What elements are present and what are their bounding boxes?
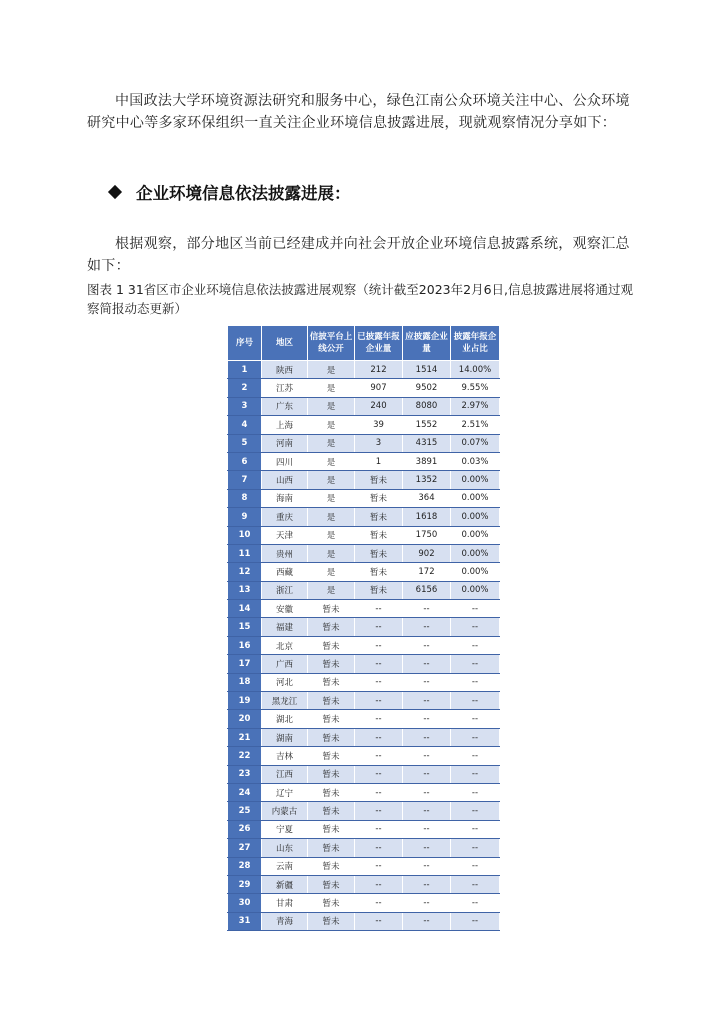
- table-row: [228, 673, 500, 691]
- row-disclosure-ratio: --: [451, 728, 500, 746]
- row-required-count: 3891: [403, 452, 451, 470]
- row-region: 陕西: [262, 361, 308, 379]
- table-row: [228, 526, 500, 544]
- row-disclosure-ratio: 14.00%: [451, 361, 500, 379]
- row-index: 6: [228, 452, 262, 470]
- row-platform-online: 暂未: [308, 912, 355, 930]
- row-disclosed-count: --: [355, 820, 403, 838]
- table-row: [228, 581, 500, 599]
- table-row: [228, 452, 500, 470]
- table-caption: 图表 1 31省区市企业环境信息依法披露进展观察（统计截至2023年2月6日,信息披露进展将通过观察简报动态更新）: [87, 282, 633, 316]
- row-index: 21: [228, 728, 262, 746]
- row-index: 9: [228, 508, 262, 526]
- row-index: 30: [228, 894, 262, 912]
- table-row: [228, 544, 500, 562]
- row-disclosed-count: --: [355, 692, 403, 710]
- row-required-count: --: [403, 912, 451, 930]
- row-disclosure-ratio: 2.51%: [451, 416, 500, 434]
- table-row: [228, 692, 500, 710]
- row-disclosed-count: --: [355, 710, 403, 728]
- row-disclosed-count: 3: [355, 434, 403, 452]
- row-platform-online: 是: [308, 508, 355, 526]
- row-disclosure-ratio: 0.00%: [451, 471, 500, 489]
- row-index: 28: [228, 857, 262, 875]
- row-disclosure-ratio: 0.00%: [451, 581, 500, 599]
- row-index: 16: [228, 636, 262, 654]
- table-row: [228, 636, 500, 654]
- row-disclosure-ratio: --: [451, 894, 500, 912]
- row-disclosure-ratio: --: [451, 636, 500, 654]
- row-index: 23: [228, 765, 262, 783]
- diamond-bullet-icon: [108, 185, 122, 199]
- row-index: 2: [228, 379, 262, 397]
- section-heading-text: 企业环境信息依法披露进展：: [136, 184, 351, 203]
- row-disclosure-ratio: --: [451, 802, 500, 820]
- row-disclosed-count: --: [355, 783, 403, 801]
- row-region: 青海: [262, 912, 308, 930]
- row-required-count: 902: [403, 544, 451, 562]
- table-row: [228, 471, 500, 489]
- row-index: 11: [228, 544, 262, 562]
- table-row: [228, 563, 500, 581]
- row-platform-online: 暂未: [308, 765, 355, 783]
- row-disclosed-count: --: [355, 655, 403, 673]
- row-index: 19: [228, 692, 262, 710]
- table-row: [228, 820, 500, 838]
- row-required-count: 1618: [403, 508, 451, 526]
- row-platform-online: 暂未: [308, 783, 355, 801]
- row-disclosure-ratio: 9.55%: [451, 379, 500, 397]
- row-region: 西藏: [262, 563, 308, 581]
- row-required-count: --: [403, 655, 451, 673]
- header-index: 序号: [228, 326, 262, 361]
- row-disclosed-count: --: [355, 600, 403, 618]
- table-row: [228, 710, 500, 728]
- row-platform-online: 是: [308, 489, 355, 507]
- table-row: [228, 894, 500, 912]
- row-region: 河北: [262, 673, 308, 691]
- row-region: 福建: [262, 618, 308, 636]
- row-region: 四川: [262, 452, 308, 470]
- row-index: 27: [228, 839, 262, 857]
- row-disclosure-ratio: --: [451, 692, 500, 710]
- row-platform-online: 暂未: [308, 618, 355, 636]
- row-required-count: 1352: [403, 471, 451, 489]
- row-required-count: --: [403, 710, 451, 728]
- row-disclosed-count: 暂未: [355, 489, 403, 507]
- row-disclosure-ratio: --: [451, 912, 500, 930]
- row-index: 7: [228, 471, 262, 489]
- row-platform-online: 暂未: [308, 636, 355, 654]
- row-disclosure-ratio: --: [451, 600, 500, 618]
- row-region: 重庆: [262, 508, 308, 526]
- row-required-count: --: [403, 875, 451, 893]
- row-index: 20: [228, 710, 262, 728]
- row-platform-online: 暂未: [308, 802, 355, 820]
- row-region: 广东: [262, 397, 308, 415]
- table-row: [228, 728, 500, 746]
- table-row: [228, 600, 500, 618]
- row-disclosure-ratio: --: [451, 857, 500, 875]
- row-index: 4: [228, 416, 262, 434]
- row-region: 湖北: [262, 710, 308, 728]
- row-disclosed-count: 暂未: [355, 544, 403, 562]
- table-body: [228, 361, 500, 931]
- row-disclosed-count: --: [355, 839, 403, 857]
- row-platform-online: 是: [308, 471, 355, 489]
- row-region: 安徽: [262, 600, 308, 618]
- row-platform-online: 暂未: [308, 747, 355, 765]
- intro-paragraph: 中国政法大学环境资源法研究和服务中心，绿色江南公众环境关注中心、公众环境研究中心等多家环保组织一直关注企业环境信息披露进展，现就观察情况分享如下：: [87, 93, 630, 131]
- section-heading: [110, 180, 351, 204]
- row-platform-online: 暂未: [308, 673, 355, 691]
- row-platform-online: 是: [308, 563, 355, 581]
- row-disclosed-count: --: [355, 857, 403, 875]
- row-disclosure-ratio: 0.00%: [451, 563, 500, 581]
- row-index: 25: [228, 802, 262, 820]
- row-disclosed-count: 39: [355, 416, 403, 434]
- row-platform-online: 暂未: [308, 600, 355, 618]
- table-row: [228, 618, 500, 636]
- row-disclosed-count: 暂未: [355, 471, 403, 489]
- row-disclosure-ratio: --: [451, 673, 500, 691]
- row-index: 26: [228, 820, 262, 838]
- table-row: [228, 747, 500, 765]
- row-disclosure-ratio: --: [451, 618, 500, 636]
- table-row: [228, 783, 500, 801]
- header-region: 地区: [262, 326, 308, 361]
- row-index: 17: [228, 655, 262, 673]
- row-required-count: --: [403, 747, 451, 765]
- row-disclosed-count: 1: [355, 452, 403, 470]
- row-required-count: --: [403, 692, 451, 710]
- row-disclosure-ratio: --: [451, 875, 500, 893]
- header-platform-online: 信披平台上线公开: [308, 326, 355, 361]
- table-row: [228, 802, 500, 820]
- table-row: [228, 912, 500, 930]
- row-platform-online: 暂未: [308, 820, 355, 838]
- row-region: 海南: [262, 489, 308, 507]
- row-disclosure-ratio: 0.00%: [451, 489, 500, 507]
- row-platform-online: 是: [308, 544, 355, 562]
- row-required-count: --: [403, 820, 451, 838]
- row-disclosed-count: --: [355, 912, 403, 930]
- row-platform-online: 暂未: [308, 894, 355, 912]
- row-index: 14: [228, 600, 262, 618]
- table-row: [228, 655, 500, 673]
- row-required-count: 6156: [403, 581, 451, 599]
- row-region: 上海: [262, 416, 308, 434]
- table-row: [228, 875, 500, 893]
- table-row: [228, 839, 500, 857]
- row-disclosed-count: --: [355, 673, 403, 691]
- row-required-count: 8080: [403, 397, 451, 415]
- row-disclosure-ratio: --: [451, 820, 500, 838]
- row-platform-online: 是: [308, 452, 355, 470]
- row-disclosed-count: --: [355, 802, 403, 820]
- row-disclosed-count: 907: [355, 379, 403, 397]
- table-row: [228, 397, 500, 415]
- row-index: 15: [228, 618, 262, 636]
- row-platform-online: 是: [308, 416, 355, 434]
- row-required-count: 172: [403, 563, 451, 581]
- row-region: 河南: [262, 434, 308, 452]
- row-index: 3: [228, 397, 262, 415]
- row-disclosure-ratio: --: [451, 783, 500, 801]
- table-row: [228, 416, 500, 434]
- row-platform-online: 暂未: [308, 692, 355, 710]
- row-region: 山东: [262, 839, 308, 857]
- table-row: [228, 857, 500, 875]
- row-index: 24: [228, 783, 262, 801]
- row-disclosed-count: --: [355, 765, 403, 783]
- row-disclosure-ratio: --: [451, 747, 500, 765]
- row-disclosure-ratio: 0.00%: [451, 508, 500, 526]
- row-platform-online: 是: [308, 581, 355, 599]
- row-region: 广西: [262, 655, 308, 673]
- row-required-count: --: [403, 636, 451, 654]
- row-platform-online: 是: [308, 379, 355, 397]
- table-row: [228, 361, 500, 379]
- row-platform-online: 是: [308, 434, 355, 452]
- row-disclosure-ratio: 0.00%: [451, 544, 500, 562]
- disclosure-table-container: [227, 325, 499, 931]
- table-row: [228, 508, 500, 526]
- row-disclosed-count: 暂未: [355, 581, 403, 599]
- header-required-count: 应披露企业量: [403, 326, 451, 361]
- row-index: 8: [228, 489, 262, 507]
- row-disclosed-count: 240: [355, 397, 403, 415]
- row-disclosed-count: 暂未: [355, 508, 403, 526]
- row-region: 辽宁: [262, 783, 308, 801]
- row-required-count: --: [403, 728, 451, 746]
- row-required-count: --: [403, 802, 451, 820]
- row-platform-online: 暂未: [308, 875, 355, 893]
- row-required-count: 1750: [403, 526, 451, 544]
- row-region: 新疆: [262, 875, 308, 893]
- row-platform-online: 暂未: [308, 710, 355, 728]
- row-region: 北京: [262, 636, 308, 654]
- row-disclosure-ratio: 0.00%: [451, 526, 500, 544]
- row-disclosed-count: 212: [355, 361, 403, 379]
- row-disclosed-count: --: [355, 618, 403, 636]
- row-disclosed-count: --: [355, 728, 403, 746]
- row-index: 31: [228, 912, 262, 930]
- row-disclosure-ratio: --: [451, 765, 500, 783]
- row-disclosure-ratio: --: [451, 710, 500, 728]
- row-disclosed-count: --: [355, 875, 403, 893]
- row-region: 贵州: [262, 544, 308, 562]
- row-index: 22: [228, 747, 262, 765]
- header-disclosed-count: 已披露年报企业量: [355, 326, 403, 361]
- row-platform-online: 是: [308, 361, 355, 379]
- row-region: 湖南: [262, 728, 308, 746]
- table-row: [228, 489, 500, 507]
- row-required-count: 9502: [403, 379, 451, 397]
- table-row: [228, 379, 500, 397]
- row-required-count: --: [403, 765, 451, 783]
- row-region: 宁夏: [262, 820, 308, 838]
- row-platform-online: 暂未: [308, 839, 355, 857]
- row-required-count: --: [403, 857, 451, 875]
- row-region: 云南: [262, 857, 308, 875]
- row-index: 13: [228, 581, 262, 599]
- row-index: 29: [228, 875, 262, 893]
- disclosure-table: [227, 325, 500, 931]
- row-disclosure-ratio: 0.07%: [451, 434, 500, 452]
- row-required-count: --: [403, 894, 451, 912]
- row-index: 12: [228, 563, 262, 581]
- row-platform-online: 暂未: [308, 655, 355, 673]
- table-row: [228, 434, 500, 452]
- row-region: 天津: [262, 526, 308, 544]
- row-required-count: --: [403, 673, 451, 691]
- row-region: 甘肃: [262, 894, 308, 912]
- row-index: 10: [228, 526, 262, 544]
- row-region: 吉林: [262, 747, 308, 765]
- row-region: 黑龙江: [262, 692, 308, 710]
- row-required-count: --: [403, 839, 451, 857]
- row-region: 浙江: [262, 581, 308, 599]
- row-region: 江苏: [262, 379, 308, 397]
- table-header-row: [228, 326, 500, 361]
- row-index: 1: [228, 361, 262, 379]
- row-region: 内蒙古: [262, 802, 308, 820]
- row-index: 18: [228, 673, 262, 691]
- row-disclosed-count: 暂未: [355, 526, 403, 544]
- row-disclosed-count: --: [355, 894, 403, 912]
- row-required-count: 1552: [403, 416, 451, 434]
- row-platform-online: 是: [308, 526, 355, 544]
- row-required-count: --: [403, 618, 451, 636]
- row-region: 山西: [262, 471, 308, 489]
- row-platform-online: 暂未: [308, 857, 355, 875]
- row-required-count: 4315: [403, 434, 451, 452]
- observation-paragraph: 根据观察，部分地区当前已经建成并向社会开放企业环境信息披露系统，观察汇总如下：: [87, 236, 630, 274]
- row-required-count: --: [403, 600, 451, 618]
- row-disclosure-ratio: 2.97%: [451, 397, 500, 415]
- table-row: [228, 765, 500, 783]
- row-required-count: --: [403, 783, 451, 801]
- row-required-count: 364: [403, 489, 451, 507]
- row-platform-online: 暂未: [308, 728, 355, 746]
- row-disclosure-ratio: --: [451, 839, 500, 857]
- row-disclosed-count: --: [355, 636, 403, 654]
- row-disclosure-ratio: 0.03%: [451, 452, 500, 470]
- row-disclosure-ratio: --: [451, 655, 500, 673]
- row-disclosed-count: 暂未: [355, 563, 403, 581]
- row-region: 江西: [262, 765, 308, 783]
- row-platform-online: 是: [308, 397, 355, 415]
- row-index: 5: [228, 434, 262, 452]
- header-disclosure-ratio: 披露年报企业占比: [451, 326, 500, 361]
- row-required-count: 1514: [403, 361, 451, 379]
- row-disclosed-count: --: [355, 747, 403, 765]
